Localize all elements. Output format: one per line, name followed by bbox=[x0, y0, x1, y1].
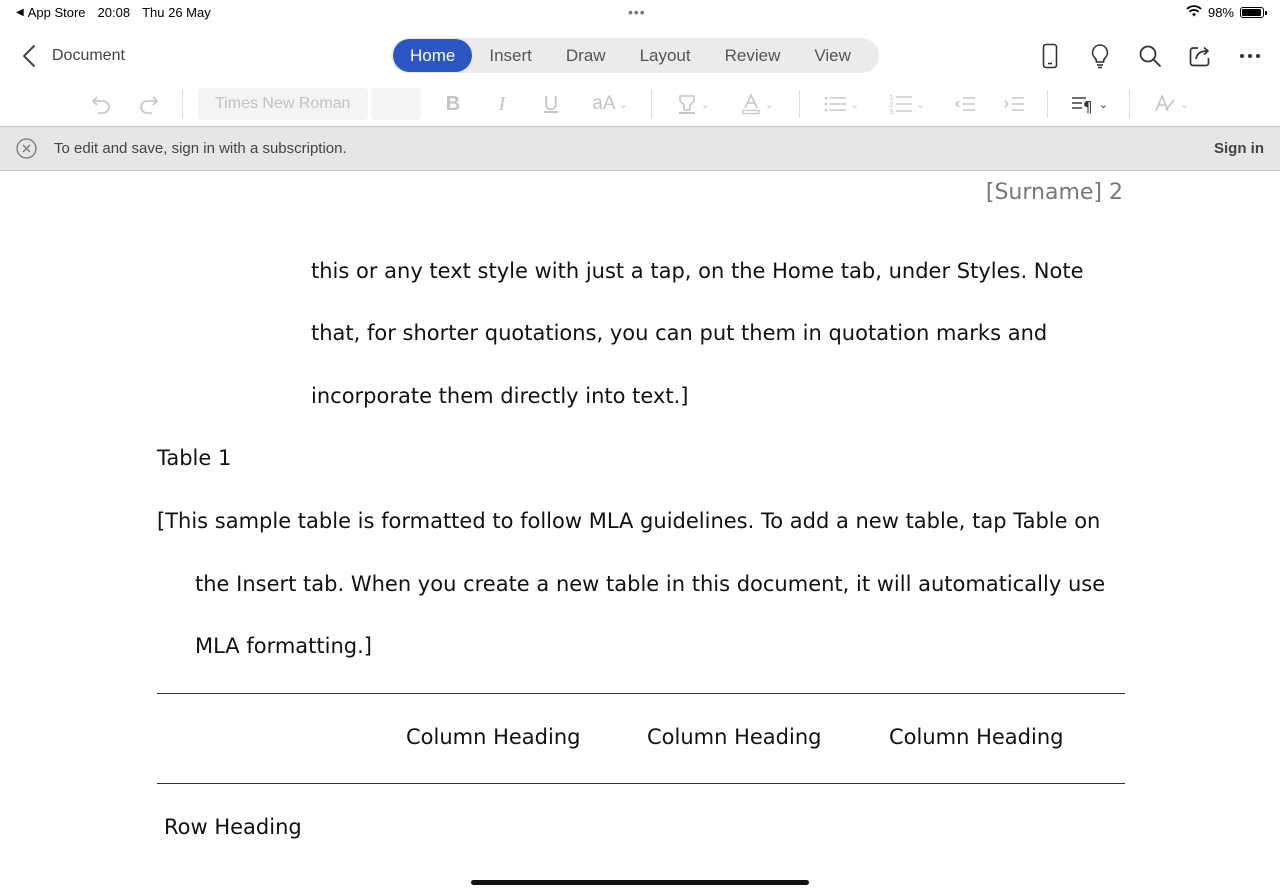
ribbon-divider bbox=[799, 90, 800, 118]
ribbon-tabs bbox=[391, 38, 879, 73]
font-name-field[interactable]: Times New Roman bbox=[198, 88, 368, 120]
undo-icon[interactable] bbox=[86, 88, 116, 120]
italic-icon[interactable]: I bbox=[498, 92, 506, 115]
sign-in-button[interactable]: Sign in bbox=[1214, 140, 1264, 157]
back-button[interactable] bbox=[14, 40, 44, 72]
font-size-field[interactable] bbox=[371, 88, 421, 120]
document-title[interactable]: Document bbox=[52, 47, 125, 64]
svg-text:1: 1 bbox=[888, 94, 894, 102]
status-bar bbox=[0, 0, 1280, 26]
tab-draw[interactable]: Draw bbox=[565, 46, 606, 65]
table-note-line: the Insert tab. When you create a new table in this document, it will automatically use bbox=[195, 572, 1106, 596]
row-heading: Row Heading bbox=[164, 815, 302, 839]
home-indicator[interactable] bbox=[471, 880, 809, 885]
increase-indent-icon[interactable] bbox=[1001, 88, 1027, 120]
styles-icon[interactable]: ⌄ bbox=[1148, 88, 1194, 120]
font-size-menu-label: aA bbox=[592, 93, 616, 114]
battery-icon bbox=[1240, 7, 1264, 18]
column-heading: Column Heading bbox=[647, 725, 822, 749]
svg-text:¶: ¶ bbox=[1082, 98, 1093, 114]
decrease-indent-icon[interactable] bbox=[952, 88, 978, 120]
phone-view-icon[interactable] bbox=[1034, 40, 1066, 72]
wifi-icon bbox=[1186, 5, 1202, 20]
table-label: Table 1 bbox=[157, 446, 232, 470]
ribbon-divider bbox=[651, 90, 652, 118]
lightbulb-icon[interactable] bbox=[1084, 40, 1116, 72]
tab-home[interactable]: Home bbox=[393, 39, 472, 72]
table-top-border bbox=[157, 693, 1125, 694]
search-icon[interactable] bbox=[1134, 40, 1166, 72]
svg-text:2: 2 bbox=[888, 101, 894, 109]
multitasking-dots-icon[interactable]: ••• bbox=[628, 4, 646, 20]
banner-message: To edit and save, sign in with a subscription. bbox=[54, 140, 347, 157]
bullets-icon[interactable]: ⌄ bbox=[818, 88, 864, 120]
tab-layout[interactable]: Layout bbox=[639, 46, 691, 65]
status-date: Thu 26 May bbox=[142, 5, 211, 20]
quote-line: this or any text style with just a tap, on the Home tab, under Styles. Note bbox=[311, 259, 1084, 283]
title-bar bbox=[0, 30, 1280, 82]
document-canvas[interactable] bbox=[0, 171, 1280, 894]
back-to-app-label[interactable]: App Store bbox=[27, 5, 86, 20]
quote-line: that, for shorter quotations, you can put them in quotation marks and bbox=[311, 321, 1048, 345]
page-header: [Surname] 2 bbox=[985, 180, 1123, 205]
table-header-border bbox=[157, 783, 1125, 784]
highlight-icon[interactable]: ⌄ bbox=[670, 88, 716, 120]
battery-percent: 98% bbox=[1207, 5, 1234, 20]
tab-insert[interactable]: Insert bbox=[489, 46, 532, 65]
back-to-app-icon[interactable]: ◀ bbox=[16, 7, 24, 18]
font-color-icon[interactable]: ⌄ bbox=[734, 88, 780, 120]
paragraph-formatting-icon[interactable]: ¶ ⌄ bbox=[1082, 98, 1109, 114]
redo-icon[interactable] bbox=[134, 88, 164, 120]
more-icon[interactable] bbox=[1234, 40, 1266, 72]
close-banner-icon[interactable] bbox=[16, 138, 37, 159]
tab-view[interactable]: View bbox=[814, 46, 851, 65]
font-size-menu-icon[interactable]: aA ⌄ bbox=[592, 93, 628, 114]
share-icon[interactable] bbox=[1184, 40, 1216, 72]
table-note-line: [This sample table is formatted to follow MLA guidelines. To add a new table, tap Table on bbox=[157, 509, 1101, 533]
quote-line: incorporate them directly into text.] bbox=[311, 384, 689, 408]
status-time: 20:08 bbox=[97, 5, 131, 20]
svg-text:3: 3 bbox=[888, 108, 894, 115]
table-note-line: MLA formatting.] bbox=[195, 634, 372, 658]
underline-icon[interactable]: U bbox=[543, 92, 559, 115]
ribbon-divider bbox=[1129, 90, 1130, 118]
ribbon-toolbar bbox=[0, 84, 1280, 124]
tab-review[interactable]: Review bbox=[724, 46, 781, 65]
column-heading: Column Heading bbox=[406, 725, 581, 749]
ribbon-divider bbox=[182, 90, 183, 118]
column-heading: Column Heading bbox=[889, 725, 1064, 749]
chevron-left-icon bbox=[22, 44, 36, 68]
numbering-icon[interactable]: 1 2 3 ⌄ bbox=[888, 94, 926, 115]
ribbon-divider bbox=[1047, 90, 1048, 118]
bold-icon[interactable]: B bbox=[445, 92, 461, 115]
subscription-banner bbox=[0, 126, 1280, 171]
